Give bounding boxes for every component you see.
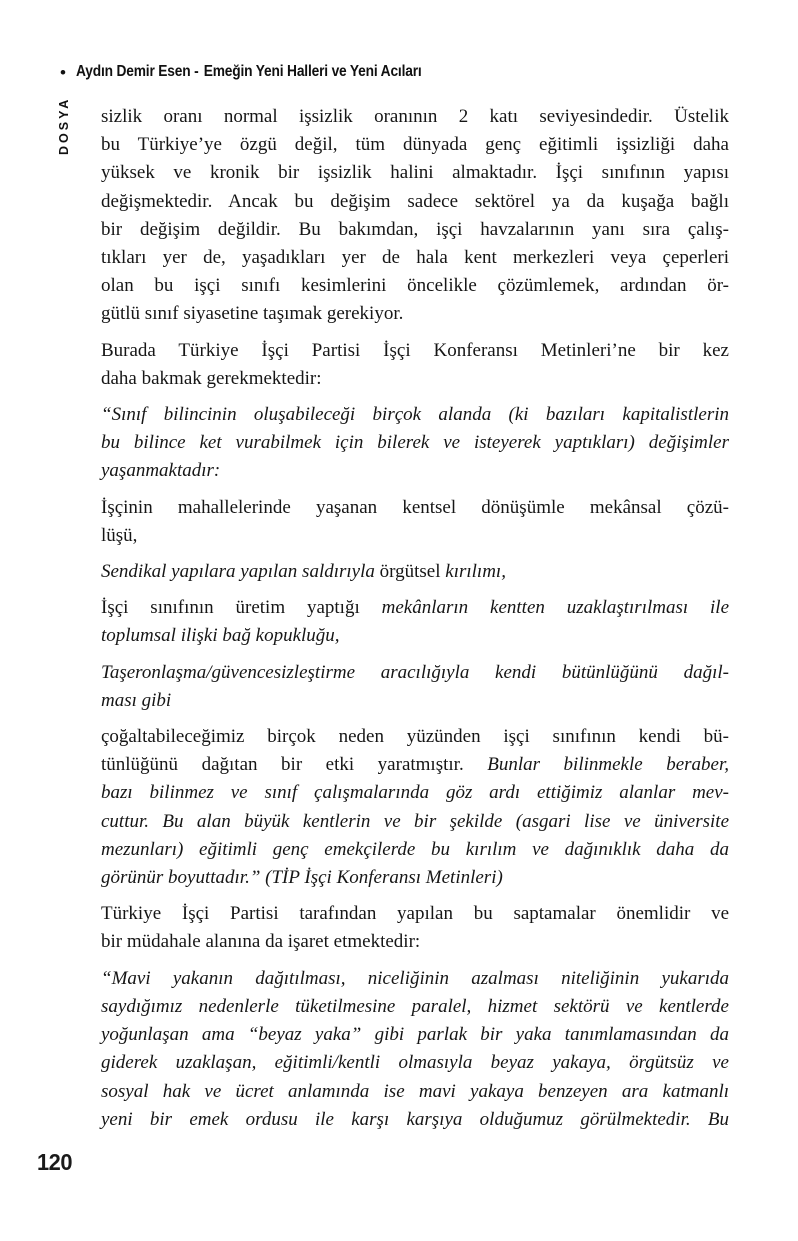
text-line — [101, 808, 729, 836]
text-segment: Türkiye İşçi Partisi tarafından yapılan bu saptamalar önemlidir ve — [101, 903, 729, 925]
text-segment: çoğaltabileceğimiz birçok neden yüzünden işçi sınıfının kendi bü- — [101, 726, 729, 748]
text-segment: gütlü sınıf siyasetine taşımak gerekiyor. — [101, 303, 404, 325]
italic-text-segment: Sendikal yapılara yapılan saldırıyla — [101, 561, 380, 583]
italic-text-segment: saydığımız nedenlerle tüketilmesine paralel, hizmet sektörü ve kentlerde — [101, 995, 729, 1017]
paragraph — [101, 723, 729, 892]
text-line — [101, 900, 729, 928]
text-line — [101, 337, 729, 365]
text-line — [101, 723, 729, 751]
bullet-icon: • — [60, 62, 66, 82]
italic-text-segment: yoğunlaşan ama “beyaz yaka” gibi parlak bir yaka tanımlamasından da — [101, 1024, 729, 1046]
italic-text-segment: bazı bilinmez ve sınıf çalışmalarında göz ardı ettiğimiz alanlar mev- — [101, 782, 729, 804]
italic-text-segment: yeni bir emek ordusu ile karşı karşıya olduğumuz görülmektedir. Bu — [101, 1108, 729, 1130]
italic-text-segment: yaşanmaktadır: — [101, 460, 221, 482]
text-segment: olan bu işçi sınıfı kesimlerini öncelikle çözümlemek, ardından ör- — [101, 275, 729, 297]
text-segment: İşçinin mahallelerinde yaşanan kentsel dönüşümle mekânsal çözü- — [101, 496, 729, 518]
text-line — [101, 365, 729, 393]
text-line — [101, 216, 729, 244]
text-line — [101, 494, 729, 522]
paragraph — [101, 401, 729, 486]
text-line — [101, 1021, 729, 1049]
text-line — [101, 965, 729, 993]
text-line — [101, 779, 729, 807]
italic-text-segment: mekânların kentten uzaklaştırılması ile — [381, 597, 729, 619]
text-segment: tünlüğünü dağıtan bir etki yaratmıştır. — [101, 754, 488, 776]
text-line — [101, 751, 729, 779]
text-segment: örgütsel — [379, 561, 446, 583]
text-line — [101, 1106, 729, 1134]
text-segment: lüşü, — [101, 524, 138, 546]
text-line — [101, 457, 729, 485]
italic-text-segment: giderek uzaklaşan, eğitimli/kentli olmasıyla beyaz yakaya, örgütsüz ve — [101, 1052, 729, 1074]
italic-text-segment: Taşeronlaşma/güvencesizleştirme aracılığıyla kendi bütünlüğünü dağıl- — [101, 661, 729, 683]
text-line — [101, 159, 729, 187]
paragraph — [101, 965, 729, 1134]
paragraph — [101, 337, 729, 393]
text-line — [101, 429, 729, 457]
text-segment: sizlik oranı normal işsizlik oranının 2 katı seviyesindedir. Üstelik — [101, 106, 729, 127]
italic-text-segment: bu bilince ket vurabilmek için bilerek ve isteyerek yaptıkları) değişimler — [101, 432, 729, 454]
italic-text-segment: “Mavi yakanın dağıtılması, niceliğinin azalması niteliğinin yukarıda — [101, 967, 729, 989]
text-line — [101, 1078, 729, 1106]
paragraph — [101, 103, 729, 329]
text-line — [101, 103, 729, 131]
italic-text-segment: Bunlar bilinmekle beraber, — [487, 754, 730, 776]
body-text — [101, 103, 729, 1134]
text-line — [101, 272, 729, 300]
italic-text-segment: mezunları) eğitimli genç emekçilerde bu kırılım ve dağınıklık daha da — [101, 838, 729, 860]
text-line — [101, 864, 729, 892]
text-line — [101, 928, 729, 956]
text-line — [101, 594, 729, 622]
text-line — [101, 131, 729, 159]
text-line — [101, 622, 729, 650]
paragraph — [101, 558, 729, 586]
text-segment: Burada Türkiye İşçi Partisi İşçi Konferansı Metinleri’ne bir kez — [101, 339, 729, 361]
text-line — [101, 401, 729, 429]
text-segment: daha bakmak gerekmektedir: — [101, 367, 322, 389]
text-line — [101, 836, 729, 864]
italic-text-segment: görünür boyuttadır.” (TİP İşçi Konferansı Metinleri) — [101, 867, 503, 889]
paragraph — [101, 659, 729, 715]
text-segment: tıkları yer de, yaşadıkları yer de hala kent merkezleri veya çeperleri — [101, 247, 729, 269]
italic-text-segment: ması gibi — [101, 689, 172, 711]
running-header — [60, 63, 478, 81]
text-line — [101, 300, 729, 328]
page-number: 120 — [37, 1149, 73, 1175]
book-title: Emeğin Yeni Halleri ve Yeni Acıları — [203, 63, 422, 80]
text-line — [101, 1049, 729, 1077]
text-segment: bu Türkiye’ye özgü değil, tüm dünyada genç eğitimli işsizliği daha — [101, 134, 729, 156]
italic-text-segment: cuttur. Bu alan büyük kentlerin ve bir şekilde (asgari lise ve üniversite — [101, 810, 729, 832]
italic-text-segment: kırılımı, — [445, 561, 506, 583]
text-line — [101, 659, 729, 687]
italic-text-segment: sosyal hak ve ücret anlamında ise mavi yakaya benzeyen ara katmanlı — [101, 1080, 729, 1102]
text-segment: bir müdahale alanına da işaret etmektedir: — [101, 931, 421, 953]
text-segment: İşçi sınıfının üretim yaptığı — [101, 597, 382, 619]
header-text — [76, 63, 422, 81]
section-label-dosya: DOSYA — [57, 96, 71, 155]
text-line — [101, 558, 729, 586]
paragraph — [101, 900, 729, 956]
text-line — [101, 244, 729, 272]
text-segment: yüksek ve kronik bir işsizlik halini almaktadır. İşçi sınıfının yapısı — [101, 162, 729, 184]
text-segment: değişmektedir. Ancak bu değişim sadece sektörel ya da kuşağa bağlı — [101, 190, 729, 212]
text-line — [101, 993, 729, 1021]
paragraph — [101, 594, 729, 650]
text-line — [101, 522, 729, 550]
text-line — [101, 687, 729, 715]
author-name: Aydın Demir Esen - — [75, 63, 199, 80]
text-line — [101, 188, 729, 216]
italic-text-segment: toplumsal ilişki bağ kopukluğu, — [101, 625, 340, 647]
italic-text-segment: “Sınıf bilincinin oluşabileceği birçok alanda (ki bazıları kapitalistlerin — [101, 404, 729, 426]
text-segment: bir değişim değildir. Bu bakımdan, işçi havzalarının yanı sıra çalış- — [101, 218, 729, 240]
paragraph — [101, 494, 729, 550]
